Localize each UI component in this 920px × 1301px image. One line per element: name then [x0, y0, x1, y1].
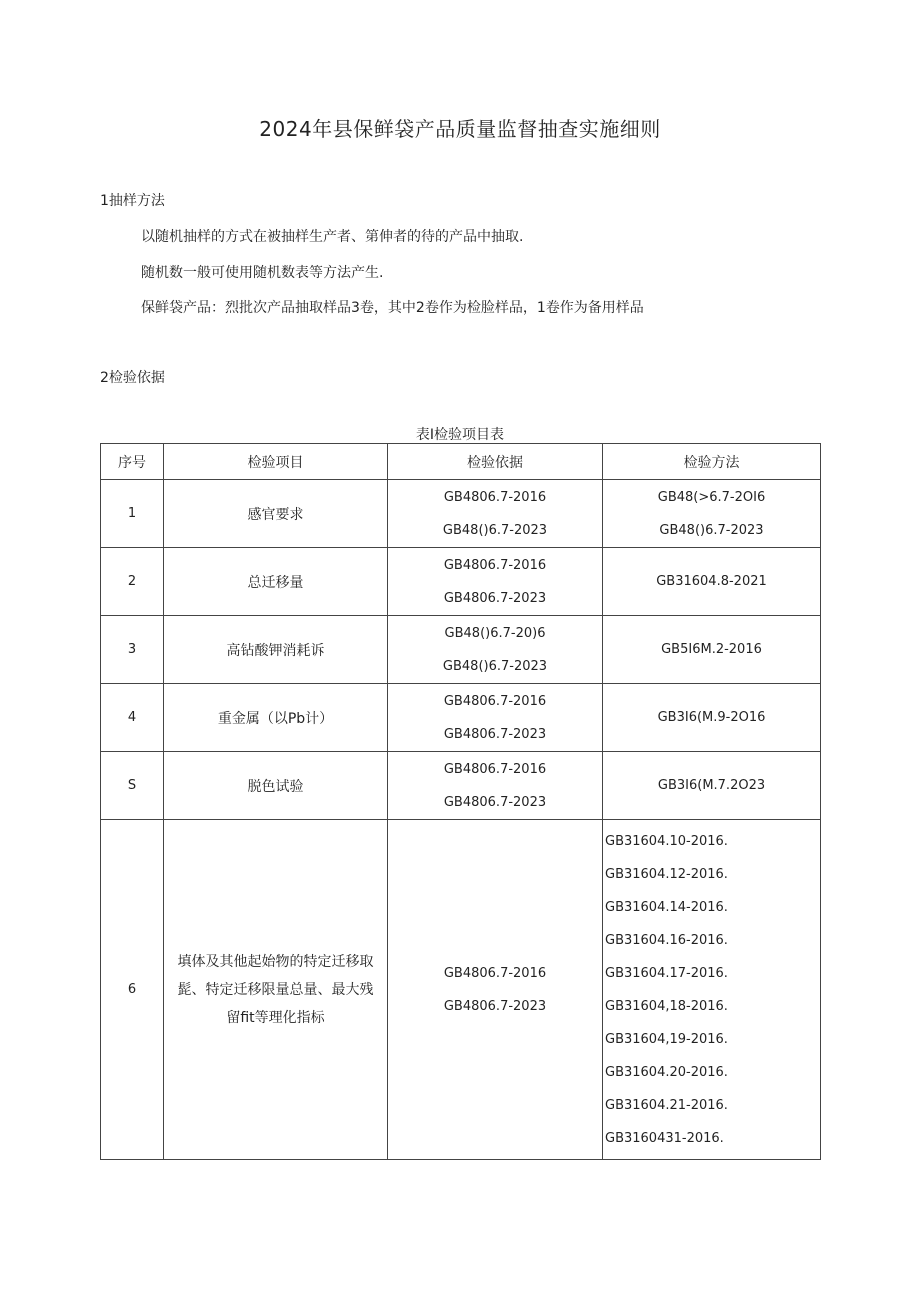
inspection-items-table — [100, 443, 821, 1160]
header-no: 序号 — [101, 444, 164, 480]
basis-line: GB48()6.7-2023 — [442, 522, 548, 538]
paragraph-2: 随机数一般可使用随机数表等方法产生. — [141, 265, 384, 281]
table-header-row — [101, 444, 821, 480]
table-row — [101, 616, 821, 684]
basis-line: GB48()6.7-2023 — [442, 658, 548, 674]
paragraph-3: 保鲜袋产品：烈批次产品抽取样品3卷，其中2卷作为检脸样品，1卷作为备用样品 — [141, 300, 644, 316]
row-basis — [388, 616, 603, 684]
method-line: GB31604.14-2016. — [605, 899, 728, 915]
basis-line: GB4806.7-2016 — [443, 761, 547, 777]
basis-line: GB4806.7-2023 — [443, 998, 547, 1014]
header-method: 检验方法 — [603, 444, 821, 480]
table-row — [101, 684, 821, 752]
method-line: GB31604,19-2016. — [605, 1031, 728, 1047]
row-basis — [388, 548, 603, 616]
row-no: 4 — [101, 684, 164, 752]
row-item: 重金属（以Pb计） — [164, 684, 388, 752]
method-line: GB48()6.7-2023 — [659, 522, 764, 538]
basis-line: GB4806.7-2016 — [443, 965, 547, 981]
row-method: GB3I6(M.7.2O23 — [603, 752, 821, 820]
table-caption: 表I检验项目表 — [415, 427, 505, 443]
basis-line: GB4806.7-2016 — [443, 489, 547, 505]
row-no: 6 — [101, 820, 164, 1160]
row-basis — [388, 684, 603, 752]
basis-line: GB4806.7-2016 — [443, 693, 547, 709]
header-item: 检验项目 — [164, 444, 388, 480]
basis-line: GB4806.7-2023 — [443, 794, 547, 810]
table-row — [101, 820, 821, 1160]
row-item: 高钻酸钾消耗诉 — [164, 616, 388, 684]
row-no: 1 — [101, 480, 164, 548]
method-line: GB31604.21-2016. — [605, 1097, 728, 1113]
method-line: GB31604.20-2016. — [605, 1064, 728, 1080]
row-method: GB3I6(M.9-2O16 — [603, 684, 821, 752]
method-line: GB31604,18-2016. — [605, 998, 728, 1014]
method-line: GB3160431-2016. — [605, 1130, 724, 1146]
item-line: 髭、特定迁移限量总量、最大残 — [177, 981, 374, 998]
method-line: GB48(>6.7-2OI6 — [657, 489, 766, 505]
row-basis — [388, 820, 603, 1160]
row-method: GB5I6M.2-2016 — [603, 616, 821, 684]
row-method: GB31604.8-2021 — [603, 548, 821, 616]
row-basis — [388, 752, 603, 820]
row-item: 总迁移量 — [164, 548, 388, 616]
basis-line: GB4806.7-2023 — [443, 726, 547, 742]
basis-line: GB48()6.7-20)6 — [444, 625, 546, 641]
basis-line: GB4806.7-2023 — [443, 590, 547, 606]
document-title: 2024年县保鲜袋产品质量监督抽查实施细则 — [259, 117, 661, 141]
table-row — [101, 480, 821, 548]
row-no: 2 — [101, 548, 164, 616]
item-line: 留fit等理化指标 — [226, 1009, 325, 1026]
paragraph-1: 以随机抽样的方式在被抽样生产者、第伸者的待的产品中抽取. — [141, 229, 524, 245]
method-line: GB31604.12-2016. — [605, 866, 728, 882]
row-basis — [388, 480, 603, 548]
row-item: 感官要求 — [164, 480, 388, 548]
section-2-heading: 2检验依据 — [100, 370, 165, 386]
row-no: S — [101, 752, 164, 820]
method-line: GB31604.17-2016. — [605, 965, 728, 981]
table-row — [101, 752, 821, 820]
row-method — [603, 480, 821, 548]
row-method — [603, 820, 821, 1160]
basis-line: GB4806.7-2016 — [443, 557, 547, 573]
method-line: GB31604.10-2016. — [605, 833, 728, 849]
table-row — [101, 548, 821, 616]
method-line: GB31604.16-2016. — [605, 932, 728, 948]
row-no: 3 — [101, 616, 164, 684]
row-item — [164, 820, 388, 1160]
header-basis: 检验依据 — [388, 444, 603, 480]
item-line: 填体及其他起始物的特定迁移取 — [177, 953, 374, 970]
section-1-heading: 1抽样方法 — [100, 193, 165, 209]
row-item: 脱色试验 — [164, 752, 388, 820]
